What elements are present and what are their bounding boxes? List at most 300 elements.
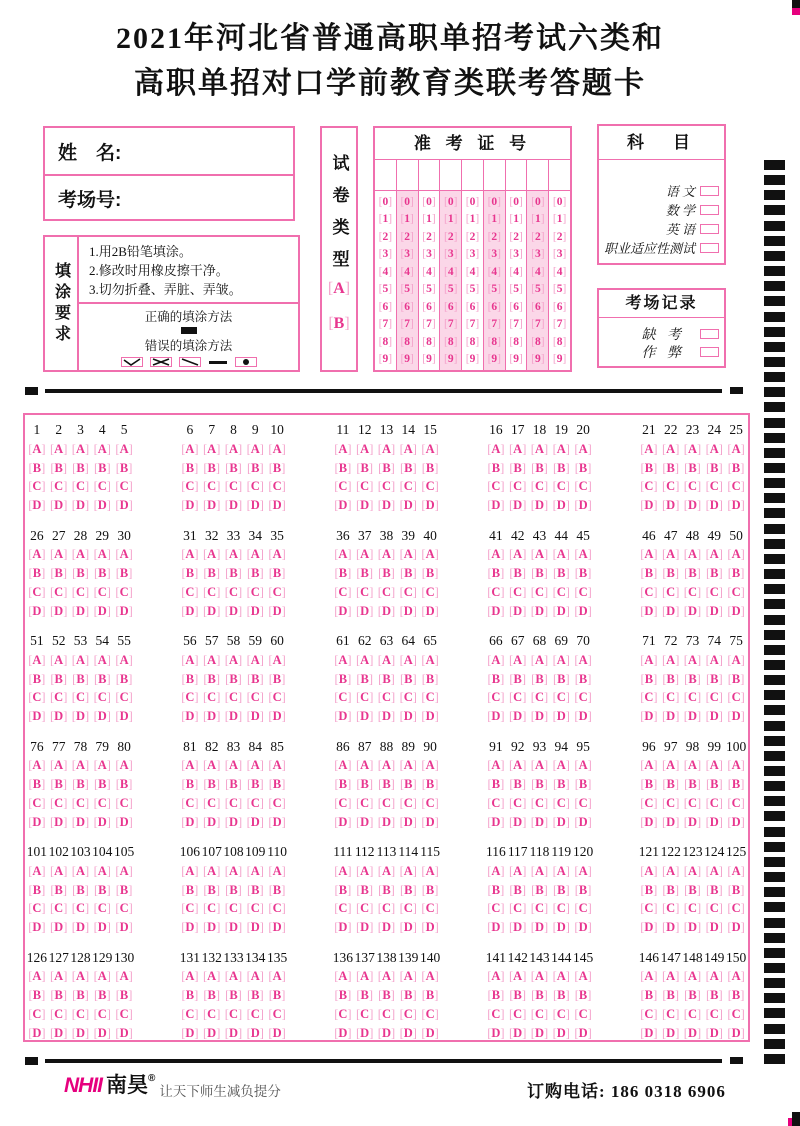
answer-bubble-q114-C[interactable]: [C] — [399, 901, 417, 916]
answer-bubble-q4-D[interactable]: [D] — [93, 498, 111, 513]
answer-bubble-q132-D[interactable]: [D] — [203, 1025, 221, 1040]
subject-checkbox-english[interactable] — [700, 224, 719, 234]
answer-bubble-q141-C[interactable]: [C] — [487, 1006, 505, 1021]
answer-bubble-q126-B[interactable]: [B] — [28, 988, 46, 1003]
answer-bubble-q106-C[interactable]: [C] — [181, 901, 199, 916]
answer-bubble-q46-C[interactable]: [C] — [640, 584, 658, 599]
admission-bubble-0[interactable]: [0] — [378, 195, 393, 208]
answer-bubble-q70-B[interactable]: [B] — [574, 671, 592, 686]
answer-bubble-q89-A[interactable]: [A] — [399, 758, 417, 773]
answer-bubble-q37-C[interactable]: [C] — [356, 584, 374, 599]
answer-bubble-q16-B[interactable]: [B] — [487, 460, 505, 475]
answer-bubble-q11-B[interactable]: [B] — [334, 460, 352, 475]
admission-bubble-4[interactable]: [4] — [422, 265, 436, 278]
answer-bubble-q17-D[interactable]: [D] — [509, 498, 527, 513]
answer-bubble-q133-A[interactable]: [A] — [224, 969, 243, 984]
answer-bubble-q24-B[interactable]: [B] — [705, 460, 723, 475]
answer-bubble-q22-A[interactable]: [A] — [662, 441, 680, 456]
answer-bubble-q30-C[interactable]: [C] — [115, 584, 133, 599]
answer-bubble-q54-B[interactable]: [B] — [93, 671, 111, 686]
answer-bubble-q118-C[interactable]: [C] — [530, 901, 549, 916]
answer-bubble-q81-A[interactable]: [A] — [181, 758, 199, 773]
admission-write-cell[interactable] — [462, 160, 483, 191]
admission-bubble-0[interactable]: [0] — [552, 195, 567, 208]
answer-bubble-q97-B[interactable]: [B] — [662, 777, 680, 792]
answer-bubble-q21-D[interactable]: [D] — [640, 498, 658, 513]
answer-bubble-q89-B[interactable]: [B] — [399, 777, 417, 792]
answer-bubble-q83-B[interactable]: [B] — [225, 777, 242, 792]
answer-bubble-q148-B[interactable]: [B] — [684, 988, 701, 1003]
answer-bubble-q122-D[interactable]: [D] — [662, 920, 680, 935]
answer-bubble-q50-D[interactable]: [D] — [727, 603, 745, 618]
answer-bubble-q89-C[interactable]: [C] — [399, 795, 417, 810]
admission-bubble-3[interactable]: [3] — [444, 248, 458, 261]
answer-bubble-q95-C[interactable]: [C] — [574, 795, 592, 810]
answer-bubble-q65-B[interactable]: [B] — [421, 671, 439, 686]
answer-bubble-q84-C[interactable]: [C] — [246, 795, 264, 810]
answer-bubble-q62-D[interactable]: [D] — [356, 709, 374, 724]
answer-bubble-q16-D[interactable]: [D] — [487, 498, 505, 513]
answer-bubble-q116-D[interactable]: [D] — [487, 920, 505, 935]
answer-bubble-q113-A[interactable]: [A] — [377, 863, 396, 878]
answer-bubble-q15-C[interactable]: [C] — [421, 479, 439, 494]
answer-bubble-q126-A[interactable]: [A] — [28, 969, 46, 984]
admission-bubble-7[interactable]: [7] — [531, 318, 545, 331]
admission-bubble-7[interactable]: [7] — [400, 318, 414, 331]
answer-bubble-q71-C[interactable]: [C] — [640, 690, 658, 705]
answer-bubble-q45-B[interactable]: [B] — [574, 566, 592, 581]
answer-bubble-q25-A[interactable]: [A] — [727, 441, 745, 456]
answer-bubble-q61-B[interactable]: [B] — [334, 671, 352, 686]
answer-bubble-q64-A[interactable]: [A] — [399, 652, 417, 667]
answer-bubble-q49-B[interactable]: [B] — [705, 566, 723, 581]
answer-bubble-q28-C[interactable]: [C] — [71, 584, 90, 599]
admission-bubble-2[interactable]: [2] — [509, 230, 523, 243]
answer-bubble-q18-B[interactable]: [B] — [531, 460, 548, 475]
answer-bubble-q115-D[interactable]: [D] — [421, 920, 439, 935]
answer-bubble-q106-A[interactable]: [A] — [181, 863, 199, 878]
answer-bubble-q93-A[interactable]: [A] — [530, 758, 549, 773]
answer-bubble-q122-B[interactable]: [B] — [662, 882, 680, 897]
answer-bubble-q49-C[interactable]: [C] — [705, 584, 723, 599]
answer-bubble-q110-B[interactable]: [B] — [268, 882, 286, 897]
admission-bubble-1[interactable]: [1] — [487, 213, 502, 226]
answer-bubble-q77-C[interactable]: [C] — [50, 795, 68, 810]
answer-bubble-q111-C[interactable]: [C] — [334, 901, 352, 916]
answer-bubble-q55-D[interactable]: [D] — [115, 709, 133, 724]
answer-bubble-q38-A[interactable]: [A] — [377, 547, 396, 562]
answer-bubble-q131-B[interactable]: [B] — [181, 988, 199, 1003]
admission-bubble-9[interactable]: [9] — [422, 353, 436, 366]
answer-bubble-q44-C[interactable]: [C] — [552, 584, 570, 599]
answer-bubble-q4-C[interactable]: [C] — [93, 479, 111, 494]
answer-bubble-q68-D[interactable]: [D] — [530, 709, 549, 724]
answer-bubble-q116-B[interactable]: [B] — [487, 882, 505, 897]
answer-bubble-q100-B[interactable]: [B] — [727, 777, 745, 792]
answer-bubble-q62-B[interactable]: [B] — [356, 671, 374, 686]
answer-bubble-q102-B[interactable]: [B] — [50, 882, 68, 897]
answer-bubble-q35-D[interactable]: [D] — [268, 603, 286, 618]
answer-bubble-q50-C[interactable]: [C] — [727, 584, 745, 599]
answer-bubble-q138-C[interactable]: [C] — [377, 1006, 396, 1021]
answer-bubble-q82-D[interactable]: [D] — [203, 814, 221, 829]
answer-bubble-q146-D[interactable]: [D] — [640, 1025, 658, 1040]
admission-bubble-1[interactable]: [1] — [378, 213, 393, 226]
answer-bubble-q134-B[interactable]: [B] — [246, 988, 264, 1003]
answer-bubble-q84-A[interactable]: [A] — [246, 758, 264, 773]
answer-bubble-q126-C[interactable]: [C] — [28, 1006, 46, 1021]
answer-bubble-q99-B[interactable]: [B] — [705, 777, 723, 792]
answer-bubble-q31-C[interactable]: [C] — [181, 584, 199, 599]
answer-bubble-q34-B[interactable]: [B] — [246, 566, 264, 581]
answer-bubble-q18-D[interactable]: [D] — [530, 498, 549, 513]
answer-bubble-q35-A[interactable]: [A] — [268, 547, 286, 562]
answer-bubble-q5-C[interactable]: [C] — [115, 479, 133, 494]
answer-bubble-q86-A[interactable]: [A] — [334, 758, 352, 773]
answer-bubble-q123-A[interactable]: [A] — [683, 863, 702, 878]
answer-bubble-q140-A[interactable]: [A] — [421, 969, 439, 984]
answer-bubble-q83-A[interactable]: [A] — [224, 758, 243, 773]
answer-bubble-q107-B[interactable]: [B] — [203, 882, 221, 897]
admission-bubble-3[interactable]: [3] — [552, 248, 567, 261]
answer-bubble-q78-A[interactable]: [A] — [71, 758, 90, 773]
answer-bubble-q96-D[interactable]: [D] — [640, 814, 658, 829]
answer-bubble-q77-A[interactable]: [A] — [50, 758, 68, 773]
admission-bubble-8[interactable]: [8] — [444, 335, 458, 348]
admission-bubble-4[interactable]: [4] — [444, 265, 458, 278]
answer-bubble-q104-C[interactable]: [C] — [93, 901, 111, 916]
answer-bubble-q31-D[interactable]: [D] — [181, 603, 199, 618]
answer-bubble-q8-A[interactable]: [A] — [224, 441, 243, 456]
answer-bubble-q125-C[interactable]: [C] — [727, 901, 745, 916]
admission-write-cell[interactable] — [549, 160, 570, 191]
answer-bubble-q98-A[interactable]: [A] — [683, 758, 702, 773]
answer-bubble-q119-C[interactable]: [C] — [552, 901, 570, 916]
answer-bubble-q2-A[interactable]: [A] — [50, 441, 68, 456]
answer-bubble-q79-A[interactable]: [A] — [93, 758, 111, 773]
admission-bubble-8[interactable]: [8] — [400, 335, 414, 348]
answer-bubble-q1-D[interactable]: [D] — [28, 498, 46, 513]
answer-bubble-q48-D[interactable]: [D] — [683, 603, 702, 618]
answer-bubble-q94-A[interactable]: [A] — [552, 758, 570, 773]
answer-bubble-q129-D[interactable]: [D] — [93, 1025, 111, 1040]
answer-bubble-q45-C[interactable]: [C] — [574, 584, 592, 599]
answer-bubble-q66-B[interactable]: [B] — [487, 671, 505, 686]
answer-bubble-q68-B[interactable]: [B] — [531, 671, 548, 686]
answer-bubble-q2-D[interactable]: [D] — [50, 498, 68, 513]
answer-bubble-q52-D[interactable]: [D] — [50, 709, 68, 724]
admission-bubble-5[interactable]: [5] — [531, 283, 545, 296]
answer-bubble-q69-D[interactable]: [D] — [552, 709, 570, 724]
answer-bubble-q52-A[interactable]: [A] — [50, 652, 68, 667]
answer-bubble-q95-D[interactable]: [D] — [574, 814, 592, 829]
answer-bubble-q85-C[interactable]: [C] — [268, 795, 286, 810]
answer-bubble-q2-B[interactable]: [B] — [50, 460, 68, 475]
answer-bubble-q53-B[interactable]: [B] — [72, 671, 89, 686]
admission-bubble-3[interactable]: [3] — [531, 248, 545, 261]
answer-bubble-q1-C[interactable]: [C] — [28, 479, 46, 494]
answer-bubble-q76-A[interactable]: [A] — [28, 758, 46, 773]
answer-bubble-q44-B[interactable]: [B] — [552, 566, 570, 581]
answer-bubble-q150-B[interactable]: [B] — [727, 988, 745, 1003]
admission-bubble-0[interactable]: [0] — [400, 195, 414, 208]
answer-bubble-q120-D[interactable]: [D] — [574, 920, 592, 935]
answer-bubble-q86-D[interactable]: [D] — [334, 814, 352, 829]
answer-bubble-q5-B[interactable]: [B] — [115, 460, 133, 475]
admission-bubble-5[interactable]: [5] — [487, 283, 502, 296]
answer-bubble-q90-A[interactable]: [A] — [421, 758, 439, 773]
answer-bubble-q118-D[interactable]: [D] — [530, 920, 549, 935]
admission-bubble-6[interactable]: [6] — [465, 300, 480, 313]
answer-bubble-q111-B[interactable]: [B] — [334, 882, 352, 897]
answer-bubble-q63-B[interactable]: [B] — [378, 671, 395, 686]
answer-bubble-q100-C[interactable]: [C] — [727, 795, 745, 810]
admission-bubble-9[interactable]: [9] — [444, 353, 458, 366]
answer-bubble-q141-D[interactable]: [D] — [487, 1025, 505, 1040]
admission-bubble-9[interactable]: [9] — [552, 353, 567, 366]
admission-bubble-5[interactable]: [5] — [509, 283, 523, 296]
answer-bubble-q30-A[interactable]: [A] — [115, 547, 133, 562]
answer-bubble-q85-B[interactable]: [B] — [268, 777, 286, 792]
admission-bubble-7[interactable]: [7] — [552, 318, 567, 331]
answer-bubble-q109-D[interactable]: [D] — [246, 920, 264, 935]
answer-bubble-q133-B[interactable]: [B] — [225, 988, 242, 1003]
answer-bubble-q140-B[interactable]: [B] — [421, 988, 439, 1003]
admission-bubble-2[interactable]: [2] — [378, 230, 393, 243]
answer-bubble-q18-C[interactable]: [C] — [530, 479, 549, 494]
answer-bubble-q34-C[interactable]: [C] — [246, 584, 264, 599]
answer-bubble-q54-D[interactable]: [D] — [93, 709, 111, 724]
answer-bubble-q103-B[interactable]: [B] — [72, 882, 89, 897]
answer-bubble-q9-D[interactable]: [D] — [246, 498, 264, 513]
answer-bubble-q144-A[interactable]: [A] — [552, 969, 570, 984]
answer-bubble-q107-D[interactable]: [D] — [203, 920, 221, 935]
subject-checkbox-math[interactable] — [700, 205, 719, 215]
answer-bubble-q47-B[interactable]: [B] — [662, 566, 680, 581]
answer-bubble-q144-B[interactable]: [B] — [552, 988, 570, 1003]
answer-bubble-q88-A[interactable]: [A] — [377, 758, 396, 773]
answer-bubble-q91-C[interactable]: [C] — [487, 795, 505, 810]
answer-bubble-q56-A[interactable]: [A] — [181, 652, 199, 667]
answer-bubble-q40-D[interactable]: [D] — [421, 603, 439, 618]
admission-bubble-1[interactable]: [1] — [465, 213, 480, 226]
answer-bubble-q13-A[interactable]: [A] — [377, 441, 396, 456]
answer-bubble-q57-C[interactable]: [C] — [203, 690, 221, 705]
admission-bubble-3[interactable]: [3] — [465, 248, 480, 261]
answer-bubble-q74-D[interactable]: [D] — [705, 709, 723, 724]
answer-bubble-q96-A[interactable]: [A] — [640, 758, 658, 773]
answer-bubble-q43-C[interactable]: [C] — [530, 584, 549, 599]
answer-bubble-q30-B[interactable]: [B] — [115, 566, 133, 581]
answer-bubble-q136-D[interactable]: [D] — [334, 1025, 352, 1040]
admission-bubble-8[interactable]: [8] — [552, 335, 567, 348]
answer-bubble-q60-A[interactable]: [A] — [268, 652, 286, 667]
answer-bubble-q58-C[interactable]: [C] — [224, 690, 243, 705]
answer-bubble-q33-B[interactable]: [B] — [225, 566, 242, 581]
answer-bubble-q4-A[interactable]: [A] — [93, 441, 111, 456]
admission-write-cell[interactable] — [375, 160, 396, 191]
answer-bubble-q143-B[interactable]: [B] — [531, 988, 548, 1003]
answer-bubble-q114-D[interactable]: [D] — [399, 920, 417, 935]
answer-bubble-q70-C[interactable]: [C] — [574, 690, 592, 705]
answer-bubble-q68-C[interactable]: [C] — [530, 690, 549, 705]
answer-bubble-q101-B[interactable]: [B] — [28, 882, 46, 897]
answer-bubble-q108-B[interactable]: [B] — [225, 882, 242, 897]
answer-bubble-q20-B[interactable]: [B] — [574, 460, 592, 475]
admission-bubble-6[interactable]: [6] — [422, 300, 436, 313]
answer-bubble-q32-B[interactable]: [B] — [203, 566, 221, 581]
admission-bubble-7[interactable]: [7] — [465, 318, 480, 331]
answer-bubble-q87-B[interactable]: [B] — [356, 777, 374, 792]
answer-bubble-q83-C[interactable]: [C] — [224, 795, 243, 810]
answer-bubble-q46-A[interactable]: [A] — [640, 547, 658, 562]
answer-bubble-q45-A[interactable]: [A] — [574, 547, 592, 562]
admission-bubble-7[interactable]: [7] — [487, 318, 502, 331]
answer-bubble-q135-B[interactable]: [B] — [268, 988, 286, 1003]
answer-bubble-q47-C[interactable]: [C] — [662, 584, 680, 599]
answer-bubble-q113-D[interactable]: [D] — [377, 920, 396, 935]
answer-bubble-q6-B[interactable]: [B] — [181, 460, 199, 475]
answer-bubble-q70-A[interactable]: [A] — [574, 652, 592, 667]
answer-bubble-q94-C[interactable]: [C] — [552, 795, 570, 810]
answer-bubble-q146-A[interactable]: [A] — [640, 969, 658, 984]
answer-bubble-q132-B[interactable]: [B] — [203, 988, 221, 1003]
answer-bubble-q51-C[interactable]: [C] — [28, 690, 46, 705]
answer-bubble-q20-C[interactable]: [C] — [574, 479, 592, 494]
answer-bubble-q57-A[interactable]: [A] — [203, 652, 221, 667]
answer-bubble-q109-C[interactable]: [C] — [246, 901, 264, 916]
answer-bubble-q122-A[interactable]: [A] — [662, 863, 680, 878]
admission-bubble-0[interactable]: [0] — [444, 195, 458, 208]
answer-bubble-q80-B[interactable]: [B] — [115, 777, 133, 792]
admission-bubble-0[interactable]: [0] — [487, 195, 502, 208]
admission-bubble-1[interactable]: [1] — [531, 213, 545, 226]
answer-bubble-q87-A[interactable]: [A] — [356, 758, 374, 773]
answer-bubble-q39-C[interactable]: [C] — [399, 584, 417, 599]
answer-bubble-q39-B[interactable]: [B] — [399, 566, 417, 581]
answer-bubble-q81-D[interactable]: [D] — [181, 814, 199, 829]
answer-bubble-q44-D[interactable]: [D] — [552, 603, 570, 618]
answer-bubble-q112-C[interactable]: [C] — [356, 901, 374, 916]
answer-bubble-q92-D[interactable]: [D] — [509, 814, 527, 829]
answer-bubble-q11-A[interactable]: [A] — [334, 441, 352, 456]
answer-bubble-q36-B[interactable]: [B] — [334, 566, 352, 581]
answer-bubble-q135-D[interactable]: [D] — [268, 1025, 286, 1040]
answer-bubble-q19-D[interactable]: [D] — [552, 498, 570, 513]
answer-bubble-q100-A[interactable]: [A] — [727, 758, 745, 773]
answer-bubble-q135-C[interactable]: [C] — [268, 1006, 286, 1021]
answer-bubble-q35-B[interactable]: [B] — [268, 566, 286, 581]
answer-bubble-q85-D[interactable]: [D] — [268, 814, 286, 829]
answer-bubble-q129-B[interactable]: [B] — [93, 988, 111, 1003]
answer-bubble-q147-D[interactable]: [D] — [662, 1025, 680, 1040]
paper-type-bubble-A[interactable]: [A] — [327, 280, 351, 297]
admission-bubble-8[interactable]: [8] — [509, 335, 523, 348]
answer-bubble-q58-D[interactable]: [D] — [224, 709, 243, 724]
answer-bubble-q76-D[interactable]: [D] — [28, 814, 46, 829]
admission-bubble-2[interactable]: [2] — [487, 230, 502, 243]
answer-bubble-q31-A[interactable]: [A] — [181, 547, 199, 562]
answer-bubble-q127-A[interactable]: [A] — [50, 969, 68, 984]
answer-bubble-q135-A[interactable]: [A] — [268, 969, 286, 984]
answer-bubble-q133-C[interactable]: [C] — [224, 1006, 243, 1021]
admission-bubble-0[interactable]: [0] — [509, 195, 523, 208]
answer-bubble-q56-C[interactable]: [C] — [181, 690, 199, 705]
answer-bubble-q100-D[interactable]: [D] — [727, 814, 745, 829]
answer-bubble-q61-A[interactable]: [A] — [334, 652, 352, 667]
answer-bubble-q37-D[interactable]: [D] — [356, 603, 374, 618]
answer-bubble-q97-C[interactable]: [C] — [662, 795, 680, 810]
answer-bubble-q36-D[interactable]: [D] — [334, 603, 352, 618]
answer-bubble-q78-D[interactable]: [D] — [71, 814, 90, 829]
absent-checkbox[interactable] — [700, 329, 719, 339]
answer-bubble-q107-A[interactable]: [A] — [203, 863, 221, 878]
answer-bubble-q16-A[interactable]: [A] — [487, 441, 505, 456]
answer-bubble-q59-A[interactable]: [A] — [246, 652, 264, 667]
answer-bubble-q150-A[interactable]: [A] — [727, 969, 745, 984]
answer-bubble-q80-A[interactable]: [A] — [115, 758, 133, 773]
answer-bubble-q78-C[interactable]: [C] — [71, 795, 90, 810]
answer-bubble-q102-C[interactable]: [C] — [50, 901, 68, 916]
answer-bubble-q108-C[interactable]: [C] — [224, 901, 243, 916]
answer-bubble-q95-B[interactable]: [B] — [574, 777, 592, 792]
admission-bubble-5[interactable]: [5] — [378, 283, 393, 296]
answer-bubble-q108-A[interactable]: [A] — [224, 863, 243, 878]
answer-bubble-q87-C[interactable]: [C] — [356, 795, 374, 810]
answer-bubble-q82-A[interactable]: [A] — [203, 758, 221, 773]
answer-bubble-q54-A[interactable]: [A] — [93, 652, 111, 667]
answer-bubble-q5-A[interactable]: [A] — [115, 441, 133, 456]
answer-bubble-q142-D[interactable]: [D] — [509, 1025, 527, 1040]
answer-bubble-q59-C[interactable]: [C] — [246, 690, 264, 705]
answer-bubble-q127-C[interactable]: [C] — [50, 1006, 68, 1021]
answer-bubble-q131-D[interactable]: [D] — [181, 1025, 199, 1040]
answer-bubble-q128-D[interactable]: [D] — [71, 1025, 90, 1040]
answer-bubble-q29-A[interactable]: [A] — [93, 547, 111, 562]
answer-bubble-q129-A[interactable]: [A] — [93, 969, 111, 984]
answer-bubble-q93-D[interactable]: [D] — [530, 814, 549, 829]
answer-bubble-q106-B[interactable]: [B] — [181, 882, 199, 897]
answer-bubble-q72-A[interactable]: [A] — [662, 652, 680, 667]
answer-bubble-q17-C[interactable]: [C] — [509, 479, 527, 494]
admission-bubble-7[interactable]: [7] — [378, 318, 393, 331]
answer-bubble-q124-D[interactable]: [D] — [705, 920, 723, 935]
answer-bubble-q115-A[interactable]: [A] — [421, 863, 439, 878]
answer-bubble-q36-A[interactable]: [A] — [334, 547, 352, 562]
answer-bubble-q147-C[interactable]: [C] — [662, 1006, 680, 1021]
answer-bubble-q50-B[interactable]: [B] — [727, 566, 745, 581]
answer-bubble-q12-B[interactable]: [B] — [356, 460, 374, 475]
answer-bubble-q3-C[interactable]: [C] — [71, 479, 90, 494]
answer-bubble-q116-A[interactable]: [A] — [487, 863, 505, 878]
answer-bubble-q43-D[interactable]: [D] — [530, 603, 549, 618]
admission-bubble-9[interactable]: [9] — [465, 353, 480, 366]
answer-bubble-q56-B[interactable]: [B] — [181, 671, 199, 686]
answer-bubble-q134-C[interactable]: [C] — [246, 1006, 264, 1021]
admission-bubble-6[interactable]: [6] — [378, 300, 393, 313]
answer-bubble-q53-C[interactable]: [C] — [71, 690, 90, 705]
admission-bubble-6[interactable]: [6] — [531, 300, 545, 313]
answer-bubble-q36-C[interactable]: [C] — [334, 584, 352, 599]
answer-bubble-q69-B[interactable]: [B] — [552, 671, 570, 686]
answer-bubble-q92-B[interactable]: [B] — [509, 777, 527, 792]
admission-bubble-1[interactable]: [1] — [552, 213, 567, 226]
answer-bubble-q140-C[interactable]: [C] — [421, 1006, 439, 1021]
answer-bubble-q31-B[interactable]: [B] — [181, 566, 199, 581]
answer-bubble-q60-B[interactable]: [B] — [268, 671, 286, 686]
answer-bubble-q57-D[interactable]: [D] — [203, 709, 221, 724]
answer-bubble-q75-C[interactable]: [C] — [727, 690, 745, 705]
